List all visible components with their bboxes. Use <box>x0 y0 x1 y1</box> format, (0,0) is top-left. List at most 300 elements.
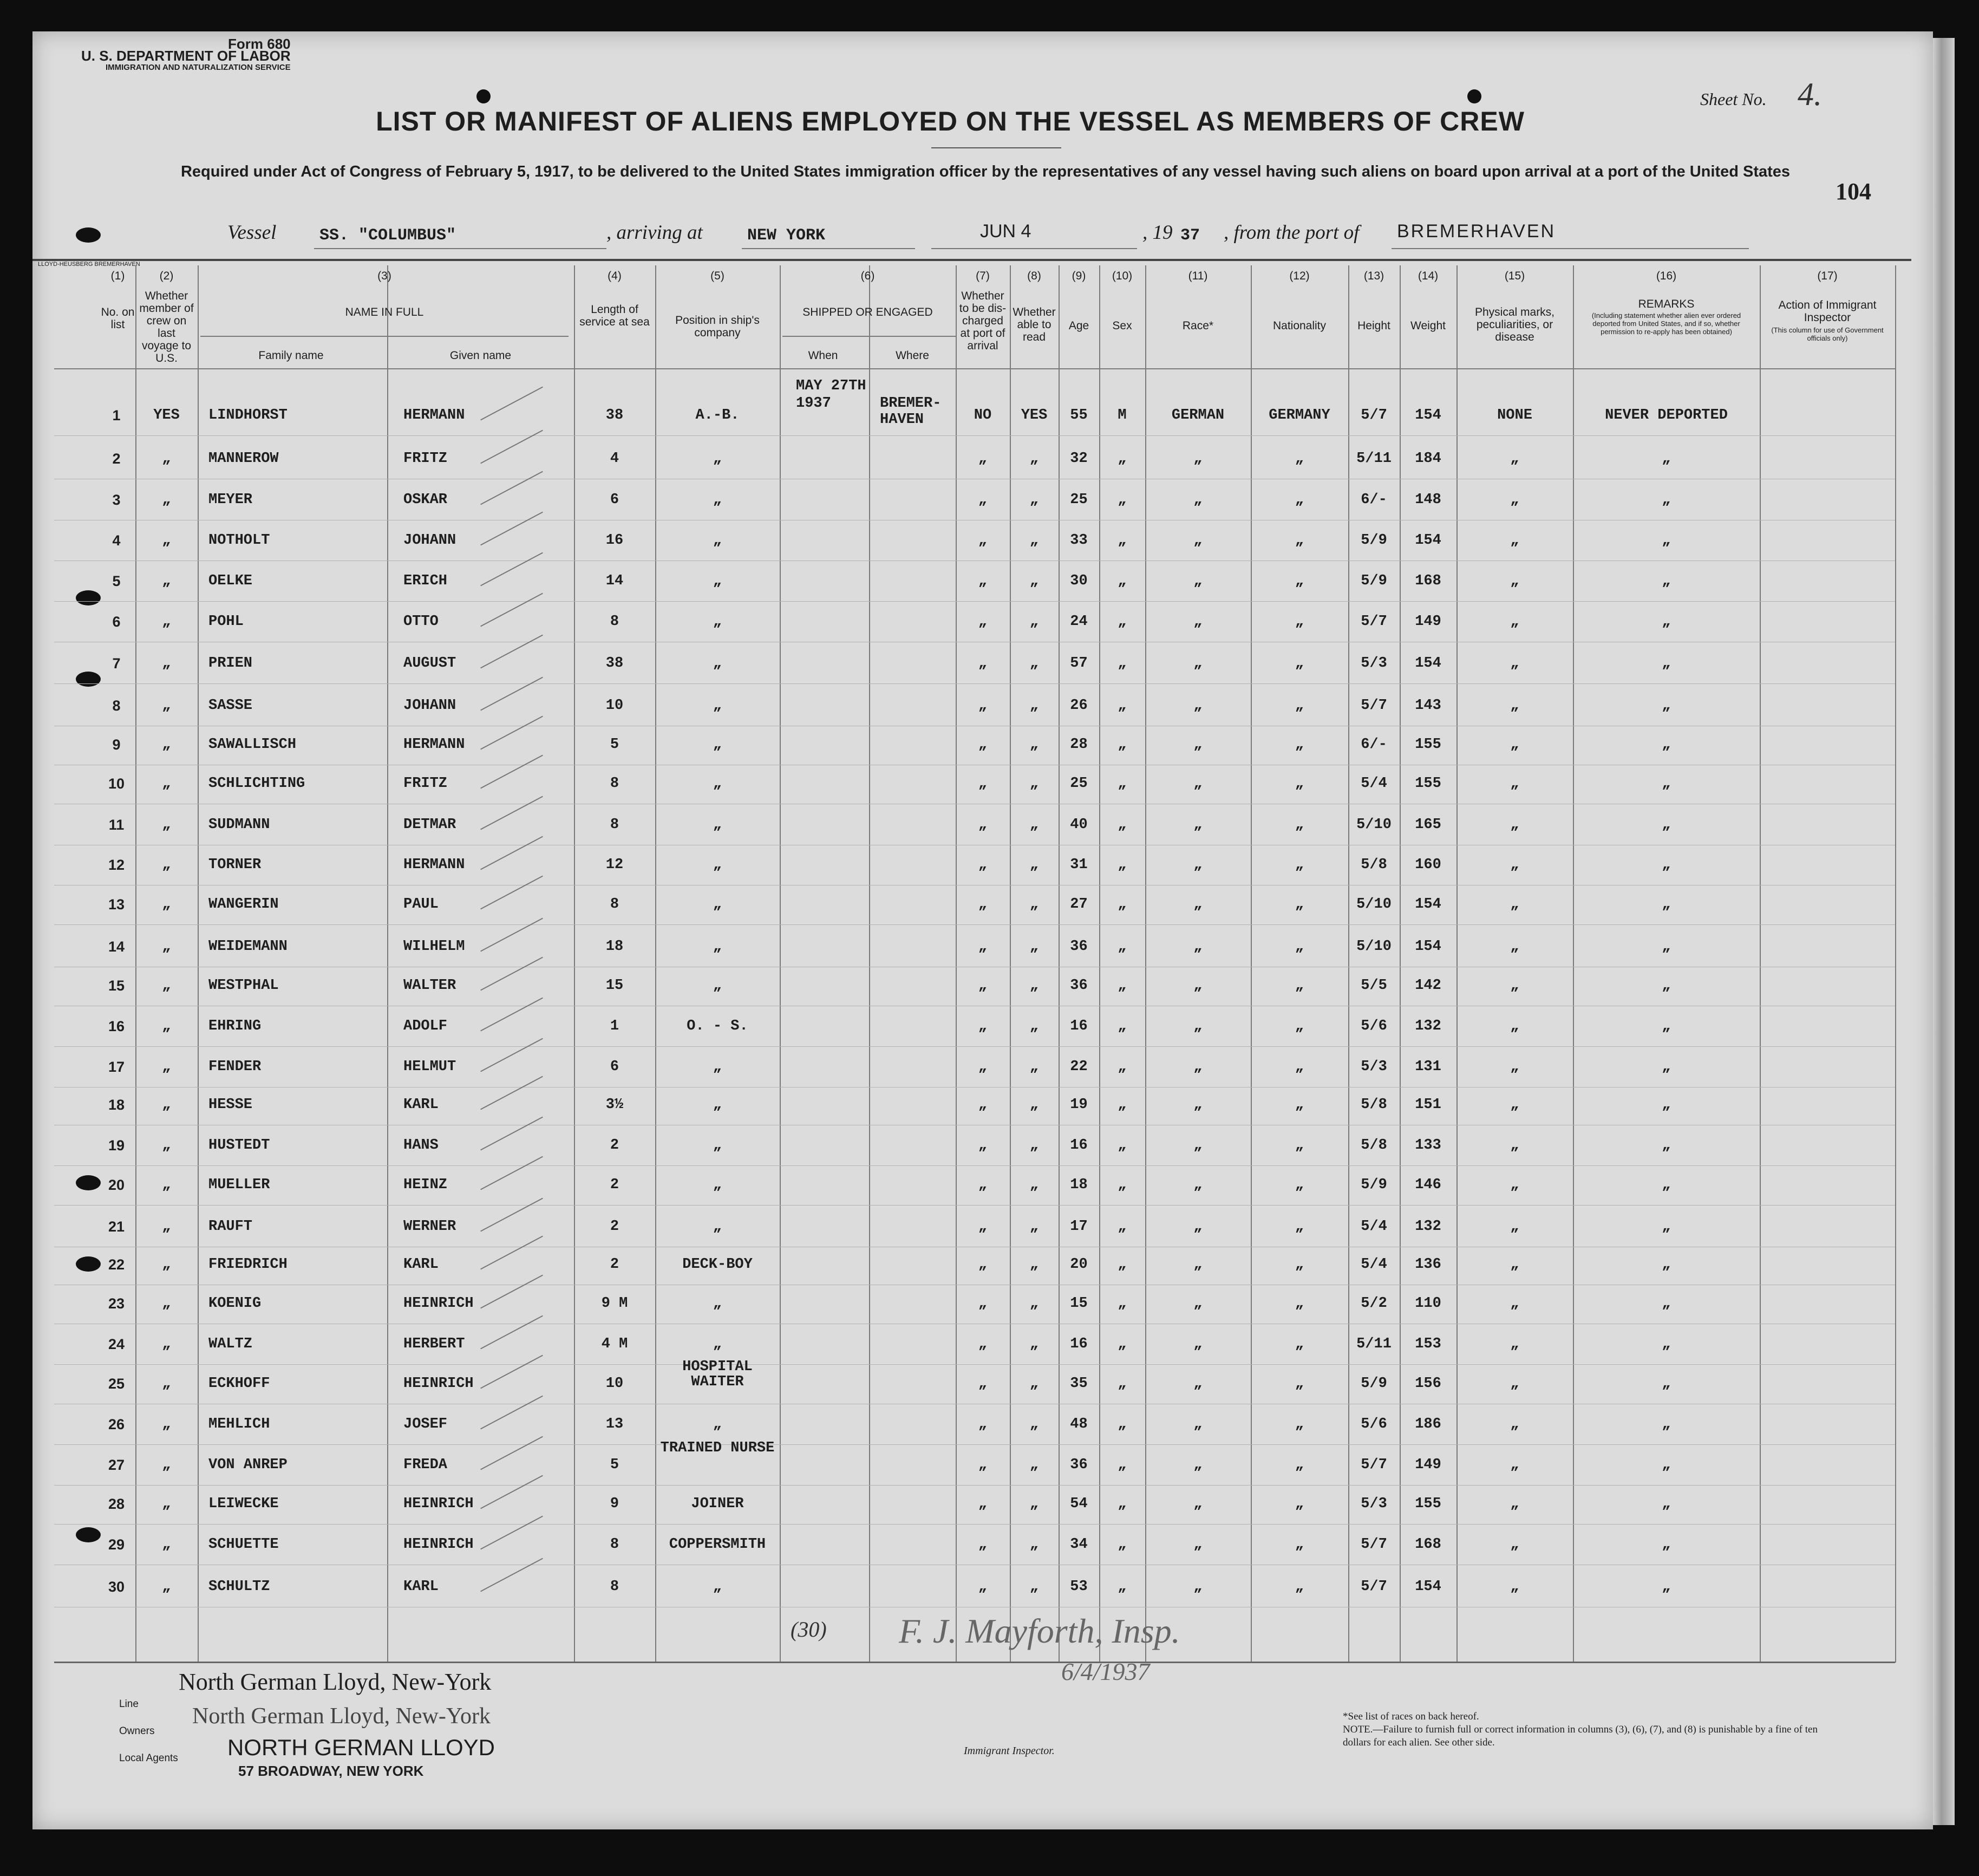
cell-crew-last-voyage: „ <box>162 1579 171 1595</box>
cell-sex: „ <box>1118 1219 1127 1235</box>
cell-remarks: „ <box>1662 492 1671 508</box>
cell-crew-last-voyage: „ <box>162 1219 171 1235</box>
header-discharged: Whether to be dis-charged at port of arrival <box>959 290 1007 352</box>
cell-weight: 154 <box>1415 655 1441 672</box>
cell-physical-marks: „ <box>1510 857 1519 873</box>
cell-crew-last-voyage: „ <box>162 573 171 589</box>
column-number: (8) <box>1027 270 1041 282</box>
cell-race: „ <box>1193 614 1203 630</box>
cell-sex: „ <box>1118 737 1127 753</box>
cell-given-name: FRITZ <box>403 776 448 792</box>
cell-physical-marks: „ <box>1510 737 1519 753</box>
cell-family-name: KOENIG <box>208 1295 262 1312</box>
cell-race: „ <box>1193 1219 1203 1235</box>
cell-given-name: WILHELM <box>403 939 465 955</box>
cell-weight: 184 <box>1415 451 1441 467</box>
cell-remarks: „ <box>1662 1256 1671 1273</box>
cell-nationality: „ <box>1295 1376 1304 1392</box>
cell-given-name: KARL <box>403 1579 439 1595</box>
cell-discharged: „ <box>978 817 988 833</box>
cell-nationality: „ <box>1295 1336 1304 1352</box>
cell-given-name: AUGUST <box>403 655 456 672</box>
cell-given-name: DETMAR <box>403 817 456 833</box>
cell-remarks: „ <box>1662 698 1671 714</box>
cell-discharged: „ <box>978 614 988 630</box>
cell-position: „ <box>713 857 722 873</box>
cell-weight: 155 <box>1415 776 1441 792</box>
line-number: 27 <box>108 1457 125 1473</box>
cell-given-name: OSKAR <box>403 492 448 508</box>
cell-crew-last-voyage: „ <box>162 1416 171 1432</box>
header-inspector-action: Action of Immigrant Inspector <box>1778 299 1877 324</box>
cell-age: 20 <box>1070 1256 1088 1273</box>
cell-able-to-read: „ <box>1029 1295 1039 1312</box>
column-number: (15) <box>1504 270 1525 282</box>
cell-sex: „ <box>1118 1137 1127 1154</box>
cell-crew-last-voyage: „ <box>162 1295 171 1312</box>
header-shipped-or-engaged: SHIPPED OR ENGAGED <box>802 306 933 318</box>
vessel-underline <box>314 248 606 249</box>
cell-race: „ <box>1193 492 1203 508</box>
cell-remarks: „ <box>1662 896 1671 913</box>
cell-remarks: „ <box>1662 1536 1671 1553</box>
column-number: (5) <box>710 270 724 282</box>
cell-physical-marks: „ <box>1510 655 1519 672</box>
cell-age: 16 <box>1070 1336 1088 1352</box>
cell-age: 16 <box>1070 1018 1088 1034</box>
line-label: Line <box>119 1698 139 1710</box>
cell-discharged: „ <box>978 978 988 994</box>
cell-remarks: „ <box>1662 737 1671 753</box>
cell-race: „ <box>1193 1256 1203 1273</box>
cell-crew-last-voyage: „ <box>162 939 171 955</box>
cell-position: O. - S. <box>687 1018 748 1034</box>
cell-race: „ <box>1193 896 1203 913</box>
header-height: Height <box>1357 320 1390 332</box>
line-number: 18 <box>108 1097 125 1113</box>
cell-crew-last-voyage: „ <box>162 896 171 913</box>
name-subrule <box>200 336 569 337</box>
cell-family-name: MEHLICH <box>208 1416 270 1432</box>
cell-discharged: „ <box>978 1336 988 1352</box>
cell-discharged: „ <box>978 532 988 549</box>
cell-remarks: „ <box>1662 776 1671 792</box>
inspector-signature: F. J. Mayforth, Insp. <box>899 1612 1180 1650</box>
line-number: 13 <box>108 896 125 913</box>
cell-discharged: „ <box>978 1376 988 1392</box>
cell-service-length: 8 <box>610 1536 619 1553</box>
cell-age: 27 <box>1070 896 1088 913</box>
cell-physical-marks: „ <box>1510 817 1519 833</box>
cell-physical-marks: „ <box>1510 1536 1519 1553</box>
cell-race: „ <box>1193 1536 1203 1553</box>
column-number: (9) <box>1072 270 1086 282</box>
cell-service-length: 10 <box>605 698 624 714</box>
cell-weight: 133 <box>1415 1137 1441 1154</box>
cell-family-name: SCHUETTE <box>208 1536 279 1553</box>
cell-age: 36 <box>1070 978 1088 994</box>
cell-height: 5/6 <box>1361 1018 1387 1034</box>
cell-height: 5/7 <box>1361 1457 1387 1473</box>
cell-discharged: „ <box>978 896 988 913</box>
sheet-number-label: Sheet No. <box>1700 89 1767 109</box>
column-number: (1) <box>110 270 125 282</box>
cell-crew-last-voyage: „ <box>162 737 171 753</box>
cell-position: „ <box>713 978 722 994</box>
vessel-name: SS. "COLUMBUS" <box>319 226 456 245</box>
inspector-date: 6/4/1937 <box>1061 1658 1150 1685</box>
cell-sex: „ <box>1118 1097 1127 1113</box>
from-port-label: , from the port of <box>1224 222 1360 244</box>
cell-nationality: „ <box>1295 698 1304 714</box>
cell-height: 5/9 <box>1361 573 1387 589</box>
cell-remarks: „ <box>1662 1496 1671 1512</box>
cell-family-name: SAWALLISCH <box>208 737 297 753</box>
cell-physical-marks: „ <box>1510 1457 1519 1473</box>
row-rule <box>54 1444 1895 1445</box>
cell-physical-marks: „ <box>1510 614 1519 630</box>
sheet-number-value: 4. <box>1798 76 1822 112</box>
cell-nationality: „ <box>1295 492 1304 508</box>
cell-family-name: TORNER <box>208 857 262 873</box>
cell-able-to-read: „ <box>1029 939 1039 955</box>
cell-discharged: „ <box>978 1496 988 1512</box>
cell-nationality: „ <box>1295 1059 1304 1075</box>
binder-hole <box>76 1175 101 1190</box>
cell-position: „ <box>713 1137 722 1154</box>
cell-position: TRAINED NURSE <box>660 1440 775 1456</box>
cell-crew-last-voyage: „ <box>162 532 171 549</box>
line-number: 11 <box>108 817 125 833</box>
line-number: 1 <box>112 407 121 424</box>
cell-age: 36 <box>1070 1457 1088 1473</box>
header-where: Where <box>896 349 929 362</box>
cell-physical-marks: „ <box>1510 1416 1519 1432</box>
cell-given-name: FRITZ <box>403 451 448 467</box>
cell-family-name: LINDHORST <box>208 407 288 424</box>
cell-height: 5/11 <box>1356 1336 1392 1352</box>
cell-given-name: WALTER <box>403 978 456 994</box>
cell-physical-marks: „ <box>1510 1579 1519 1595</box>
cell-given-name: KARL <box>403 1097 439 1113</box>
header-when: When <box>808 349 838 362</box>
cell-position: „ <box>713 939 722 955</box>
cell-age: 32 <box>1070 451 1088 467</box>
cell-family-name: EHRING <box>208 1018 262 1034</box>
cell-weight: 168 <box>1415 573 1441 589</box>
cell-able-to-read: „ <box>1029 1219 1039 1235</box>
binder-hole <box>76 227 101 243</box>
header-name-in-full: NAME IN FULL <box>345 306 424 318</box>
cell-race: „ <box>1193 1295 1203 1312</box>
cell-discharged: „ <box>978 939 988 955</box>
cell-physical-marks: „ <box>1510 939 1519 955</box>
cell-position: A.-B. <box>695 407 740 424</box>
cell-sex: „ <box>1118 1018 1127 1034</box>
cell-service-length: 6 <box>610 1059 619 1075</box>
cell-weight: 155 <box>1415 1496 1441 1512</box>
cell-age: 57 <box>1070 655 1088 672</box>
cell-service-length: 2 <box>610 1256 619 1273</box>
column-number: (16) <box>1656 270 1677 282</box>
cell-service-length: 8 <box>610 1579 619 1595</box>
cell-sex: „ <box>1118 857 1127 873</box>
cell-crew-last-voyage: „ <box>162 1059 171 1075</box>
cell-able-to-read: „ <box>1029 1059 1039 1075</box>
arrival-year: 37 <box>1180 226 1200 245</box>
cell-age: 30 <box>1070 573 1088 589</box>
cell-service-length: 13 <box>605 1416 624 1432</box>
date-underline <box>931 248 1137 249</box>
cell-service-length: 8 <box>610 776 619 792</box>
cell-weight: 149 <box>1415 1457 1441 1473</box>
owners-stamp: North German Lloyd, New-York <box>192 1704 491 1729</box>
cell-given-name: HERBERT <box>403 1336 465 1352</box>
line-number: 21 <box>108 1219 125 1235</box>
cell-physical-marks: „ <box>1510 1496 1519 1512</box>
cell-position: „ <box>713 1416 722 1432</box>
shipped-subrule <box>782 336 956 337</box>
cell-nationality: „ <box>1295 451 1304 467</box>
cell-weight: 155 <box>1415 737 1441 753</box>
line-number: 15 <box>108 978 125 994</box>
cell-discharged: „ <box>978 1457 988 1473</box>
cell-height: 5/7 <box>1361 1536 1387 1553</box>
cell-sex: „ <box>1118 817 1127 833</box>
cell-nationality: „ <box>1295 614 1304 630</box>
cell-able-to-read: „ <box>1029 1376 1039 1392</box>
cell-height: 5/8 <box>1361 857 1387 873</box>
cell-height: 5/5 <box>1361 978 1387 994</box>
cell-family-name: VON ANREP <box>208 1457 288 1473</box>
cell-remarks: „ <box>1662 1336 1671 1352</box>
cell-sex: „ <box>1118 1416 1127 1432</box>
races-note: *See list of races on back hereof. <box>1343 1711 1479 1722</box>
cell-nationality: „ <box>1295 817 1304 833</box>
cell-nationality: „ <box>1295 1256 1304 1273</box>
cell-family-name: NOTHOLT <box>208 532 270 549</box>
header-physical-marks: Physical marks, peculiarities, or disease <box>1474 306 1555 343</box>
cell-sex: „ <box>1118 939 1127 955</box>
cell-crew-last-voyage: „ <box>162 1018 171 1034</box>
row-rule <box>54 683 1895 684</box>
cell-crew-last-voyage: „ <box>162 776 171 792</box>
form-department: U. S. DEPARTMENT OF LABOR <box>81 48 291 64</box>
cell-nationality: „ <box>1295 1137 1304 1154</box>
cell-given-name: HELMUT <box>403 1059 456 1075</box>
cell-sex: „ <box>1118 978 1127 994</box>
cell-age: 25 <box>1070 492 1088 508</box>
cell-discharged: NO <box>974 407 992 424</box>
cell-race: „ <box>1193 451 1203 467</box>
cell-height: 6/- <box>1361 492 1387 508</box>
cell-given-name: PAUL <box>403 896 439 913</box>
cell-able-to-read: „ <box>1029 857 1039 873</box>
punch-hole <box>476 89 491 103</box>
cell-crew-last-voyage: „ <box>162 1457 171 1473</box>
cell-remarks: „ <box>1662 978 1671 994</box>
cell-position: JOINER <box>691 1496 744 1512</box>
line-number: 12 <box>108 857 125 873</box>
cell-able-to-read: „ <box>1029 1137 1039 1154</box>
cell-age: 34 <box>1070 1536 1088 1553</box>
cell-service-length: 38 <box>605 655 624 672</box>
cell-age: 48 <box>1070 1416 1088 1432</box>
cell-position: DECK-BOY <box>682 1256 753 1273</box>
cell-crew-last-voyage: „ <box>162 1137 171 1154</box>
cell-height: 5/7 <box>1361 614 1387 630</box>
cell-race: „ <box>1193 1336 1203 1352</box>
header-length-of-service: Length of service at sea <box>579 303 650 328</box>
binder-hole <box>76 1256 101 1272</box>
cell-nationality: „ <box>1295 1416 1304 1432</box>
cell-physical-marks: „ <box>1510 1295 1519 1312</box>
line-number: 8 <box>112 698 121 714</box>
cell-position: „ <box>713 737 722 753</box>
binder-hole <box>76 1527 101 1542</box>
cell-age: 36 <box>1070 939 1088 955</box>
cell-height: 5/4 <box>1361 1219 1387 1235</box>
cell-race: „ <box>1193 1018 1203 1034</box>
cell-age: 17 <box>1070 1219 1088 1235</box>
cell-sex: „ <box>1118 1295 1127 1312</box>
cell-discharged: „ <box>978 857 988 873</box>
year-label: , 19 <box>1142 222 1173 244</box>
cell-able-to-read: „ <box>1029 1496 1039 1512</box>
cell-family-name: FENDER <box>208 1059 262 1075</box>
cell-age: 53 <box>1070 1579 1088 1595</box>
cell-remarks: „ <box>1662 1018 1671 1034</box>
cell-family-name: FRIEDRICH <box>208 1256 288 1273</box>
cell-position: „ <box>713 776 722 792</box>
cell-able-to-read: „ <box>1029 1336 1039 1352</box>
cell-family-name: SCHULTZ <box>208 1579 270 1595</box>
cell-given-name: ADOLF <box>403 1018 448 1034</box>
arrival-date: JUN 4 <box>980 221 1031 242</box>
cell-able-to-read: „ <box>1029 698 1039 714</box>
cell-family-name: WEIDEMANN <box>208 939 288 955</box>
cell-position: „ <box>713 1295 722 1312</box>
header-age: Age <box>1068 320 1089 332</box>
cell-family-name: WESTPHAL <box>208 978 279 994</box>
row-rule <box>54 924 1895 925</box>
cell-age: 26 <box>1070 698 1088 714</box>
row-rule <box>54 1205 1895 1206</box>
cell-discharged: „ <box>978 1018 988 1034</box>
cell-family-name: HESSE <box>208 1097 253 1113</box>
cell-weight: 136 <box>1415 1256 1441 1273</box>
cell-age: 55 <box>1070 407 1088 424</box>
cell-position: „ <box>713 1219 722 1235</box>
cell-weight: 165 <box>1415 817 1441 833</box>
cell-discharged: „ <box>978 451 988 467</box>
cell-crew-last-voyage: „ <box>162 817 171 833</box>
cell-age: 22 <box>1070 1059 1088 1075</box>
cell-remarks: „ <box>1662 817 1671 833</box>
cell-discharged: „ <box>978 1059 988 1075</box>
shipped-when-line1: MAY 27TH <box>796 378 866 394</box>
header-given-name: Given name <box>449 349 512 362</box>
row-rule <box>54 1165 1895 1166</box>
cell-nationality: „ <box>1295 1496 1304 1512</box>
cell-service-length: 15 <box>605 978 624 994</box>
cell-age: 16 <box>1070 1137 1088 1154</box>
cell-position: „ <box>713 614 722 630</box>
line-number: 3 <box>112 492 121 508</box>
cell-position: „ <box>713 1097 722 1113</box>
header-weight: Weight <box>1410 320 1446 332</box>
line-number: 30 <box>108 1579 125 1595</box>
cell-weight: 149 <box>1415 614 1441 630</box>
cell-remarks: „ <box>1662 1376 1671 1392</box>
column-number: (3) <box>377 270 391 282</box>
cell-position: „ <box>713 896 722 913</box>
cell-remarks: „ <box>1662 1416 1671 1432</box>
cell-family-name: MANNEROW <box>208 451 279 467</box>
cell-discharged: „ <box>978 737 988 753</box>
cell-given-name: HANS <box>403 1137 439 1154</box>
cell-family-name: MEYER <box>208 492 253 508</box>
cell-position: „ <box>713 451 722 467</box>
cell-race: „ <box>1193 573 1203 589</box>
header-nationality: Nationality <box>1272 320 1327 332</box>
column-number: (7) <box>976 270 990 282</box>
line-number: 25 <box>108 1376 125 1392</box>
cell-remarks: „ <box>1662 614 1671 630</box>
cell-crew-last-voyage: „ <box>162 1256 171 1273</box>
cell-crew-last-voyage: „ <box>162 698 171 714</box>
cell-weight: 168 <box>1415 1536 1441 1553</box>
cell-race: „ <box>1193 737 1203 753</box>
cell-height: 5/9 <box>1361 1177 1387 1193</box>
total-count: (30) <box>791 1617 827 1642</box>
cell-given-name: HERMANN <box>403 407 465 424</box>
cell-height: 5/2 <box>1361 1295 1387 1312</box>
cell-height: 5/10 <box>1356 939 1392 955</box>
cell-crew-last-voyage: „ <box>162 857 171 873</box>
cell-given-name: JOHANN <box>403 698 456 714</box>
cell-remarks: „ <box>1662 1097 1671 1113</box>
cell-nationality: „ <box>1295 776 1304 792</box>
cell-nationality: „ <box>1295 655 1304 672</box>
cell-service-length: 16 <box>605 532 624 549</box>
row-rule <box>54 1046 1895 1047</box>
column-number: (2) <box>159 270 174 282</box>
cell-service-length: 5 <box>610 737 619 753</box>
cell-race: „ <box>1193 532 1203 549</box>
cell-service-length: 10 <box>605 1376 624 1392</box>
cell-race: „ <box>1193 698 1203 714</box>
line-number: 4 <box>112 532 121 549</box>
cell-given-name: HERMANN <box>403 857 465 873</box>
cell-age: 28 <box>1070 737 1088 753</box>
cell-weight: 143 <box>1415 698 1441 714</box>
cell-family-name: LEIWECKE <box>208 1496 279 1512</box>
cell-service-length: 38 <box>605 407 624 424</box>
cell-able-to-read: „ <box>1029 451 1039 467</box>
cell-height: 5/7 <box>1361 698 1387 714</box>
cell-discharged: „ <box>978 698 988 714</box>
cell-discharged: „ <box>978 1219 988 1235</box>
cell-race: „ <box>1193 1059 1203 1075</box>
line-number: 26 <box>108 1416 125 1432</box>
row-rule <box>54 601 1895 602</box>
cell-race: „ <box>1193 939 1203 955</box>
cell-sex: „ <box>1118 573 1127 589</box>
cell-height: 5/10 <box>1356 896 1392 913</box>
cell-service-length: 6 <box>610 492 619 508</box>
cell-given-name: HEINRICH <box>403 1536 474 1553</box>
